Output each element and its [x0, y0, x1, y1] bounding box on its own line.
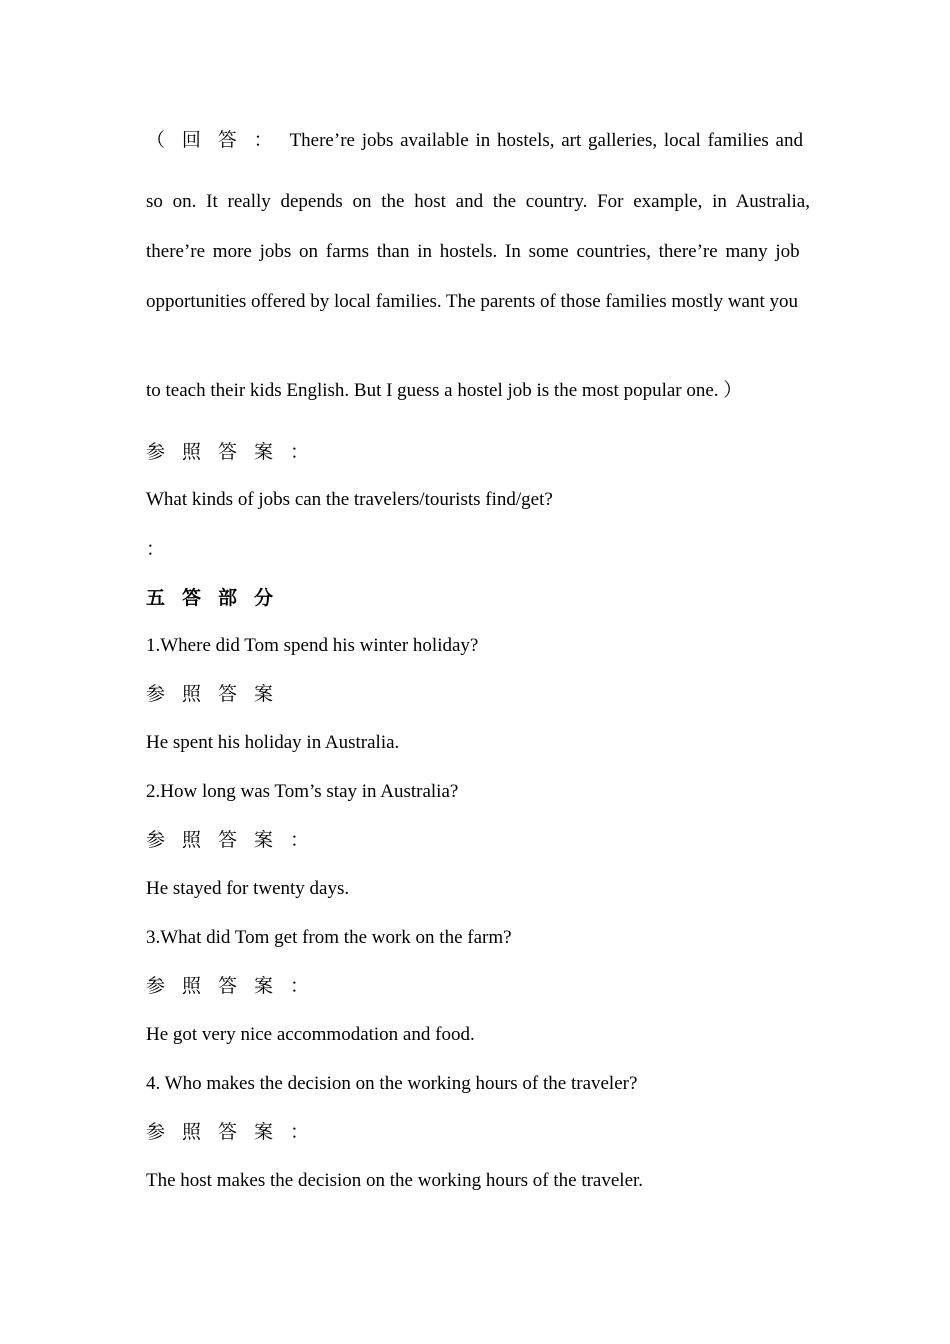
- intro-open-paren: （: [146, 130, 166, 151]
- lone-colon: ：: [146, 539, 166, 560]
- answer-label-3: 参照答案：: [146, 976, 327, 997]
- intro-line-1: [146, 131, 803, 150]
- answer-label-4: 参照答案：: [146, 1122, 327, 1143]
- answer-1: He spent his holiday in Australia.: [146, 732, 400, 753]
- intro-label-da: 答: [217, 130, 237, 151]
- question-2: 2.How long was Tom’s stay in Australia?: [146, 781, 459, 802]
- question-4: 4. Who makes the decision on the working hours of the traveler?: [146, 1073, 638, 1094]
- intro-label-colon: ：: [253, 130, 273, 151]
- intro-label-hui: 回: [181, 130, 201, 151]
- question-3: 3.What did Tom get from the work on the farm?: [146, 927, 512, 948]
- intro-line-2-text: so on. It really depends on the host and the country. For example, in Australia,: [146, 191, 810, 212]
- section-heading: 五答部分: [146, 588, 291, 609]
- reference-answer: What kinds of jobs can the travelers/tourists find/get?: [146, 489, 553, 510]
- intro-line-1-text: There’re jobs available in hostels, art galleries, local families and: [289, 130, 803, 151]
- answer-label-2: 参照答案：: [146, 830, 327, 851]
- answer-4: The host makes the decision on the working hours of the traveler.: [146, 1170, 644, 1191]
- answer-label-1: 参照答案: [146, 684, 291, 705]
- intro-line-4: [146, 292, 803, 311]
- reference-label: 参照答案：: [146, 442, 327, 463]
- answer-3: He got very nice accommodation and food.: [146, 1024, 475, 1045]
- intro-line-4-text: opportunities offered by local families. The parents of those families mostly want you: [146, 291, 799, 312]
- intro-line-2: [146, 191, 810, 212]
- intro-line-3: [146, 242, 803, 261]
- question-1: 1.Where did Tom spend his winter holiday?: [146, 635, 479, 656]
- answer-2: He stayed for twenty days.: [146, 878, 350, 899]
- intro-line-5: to teach their kids English. But I guess a hostel job is the most popular one. ）: [146, 380, 743, 401]
- intro-line-3-text: there’re more jobs on farms than in hostels. In some countries, there’re many job: [146, 241, 800, 262]
